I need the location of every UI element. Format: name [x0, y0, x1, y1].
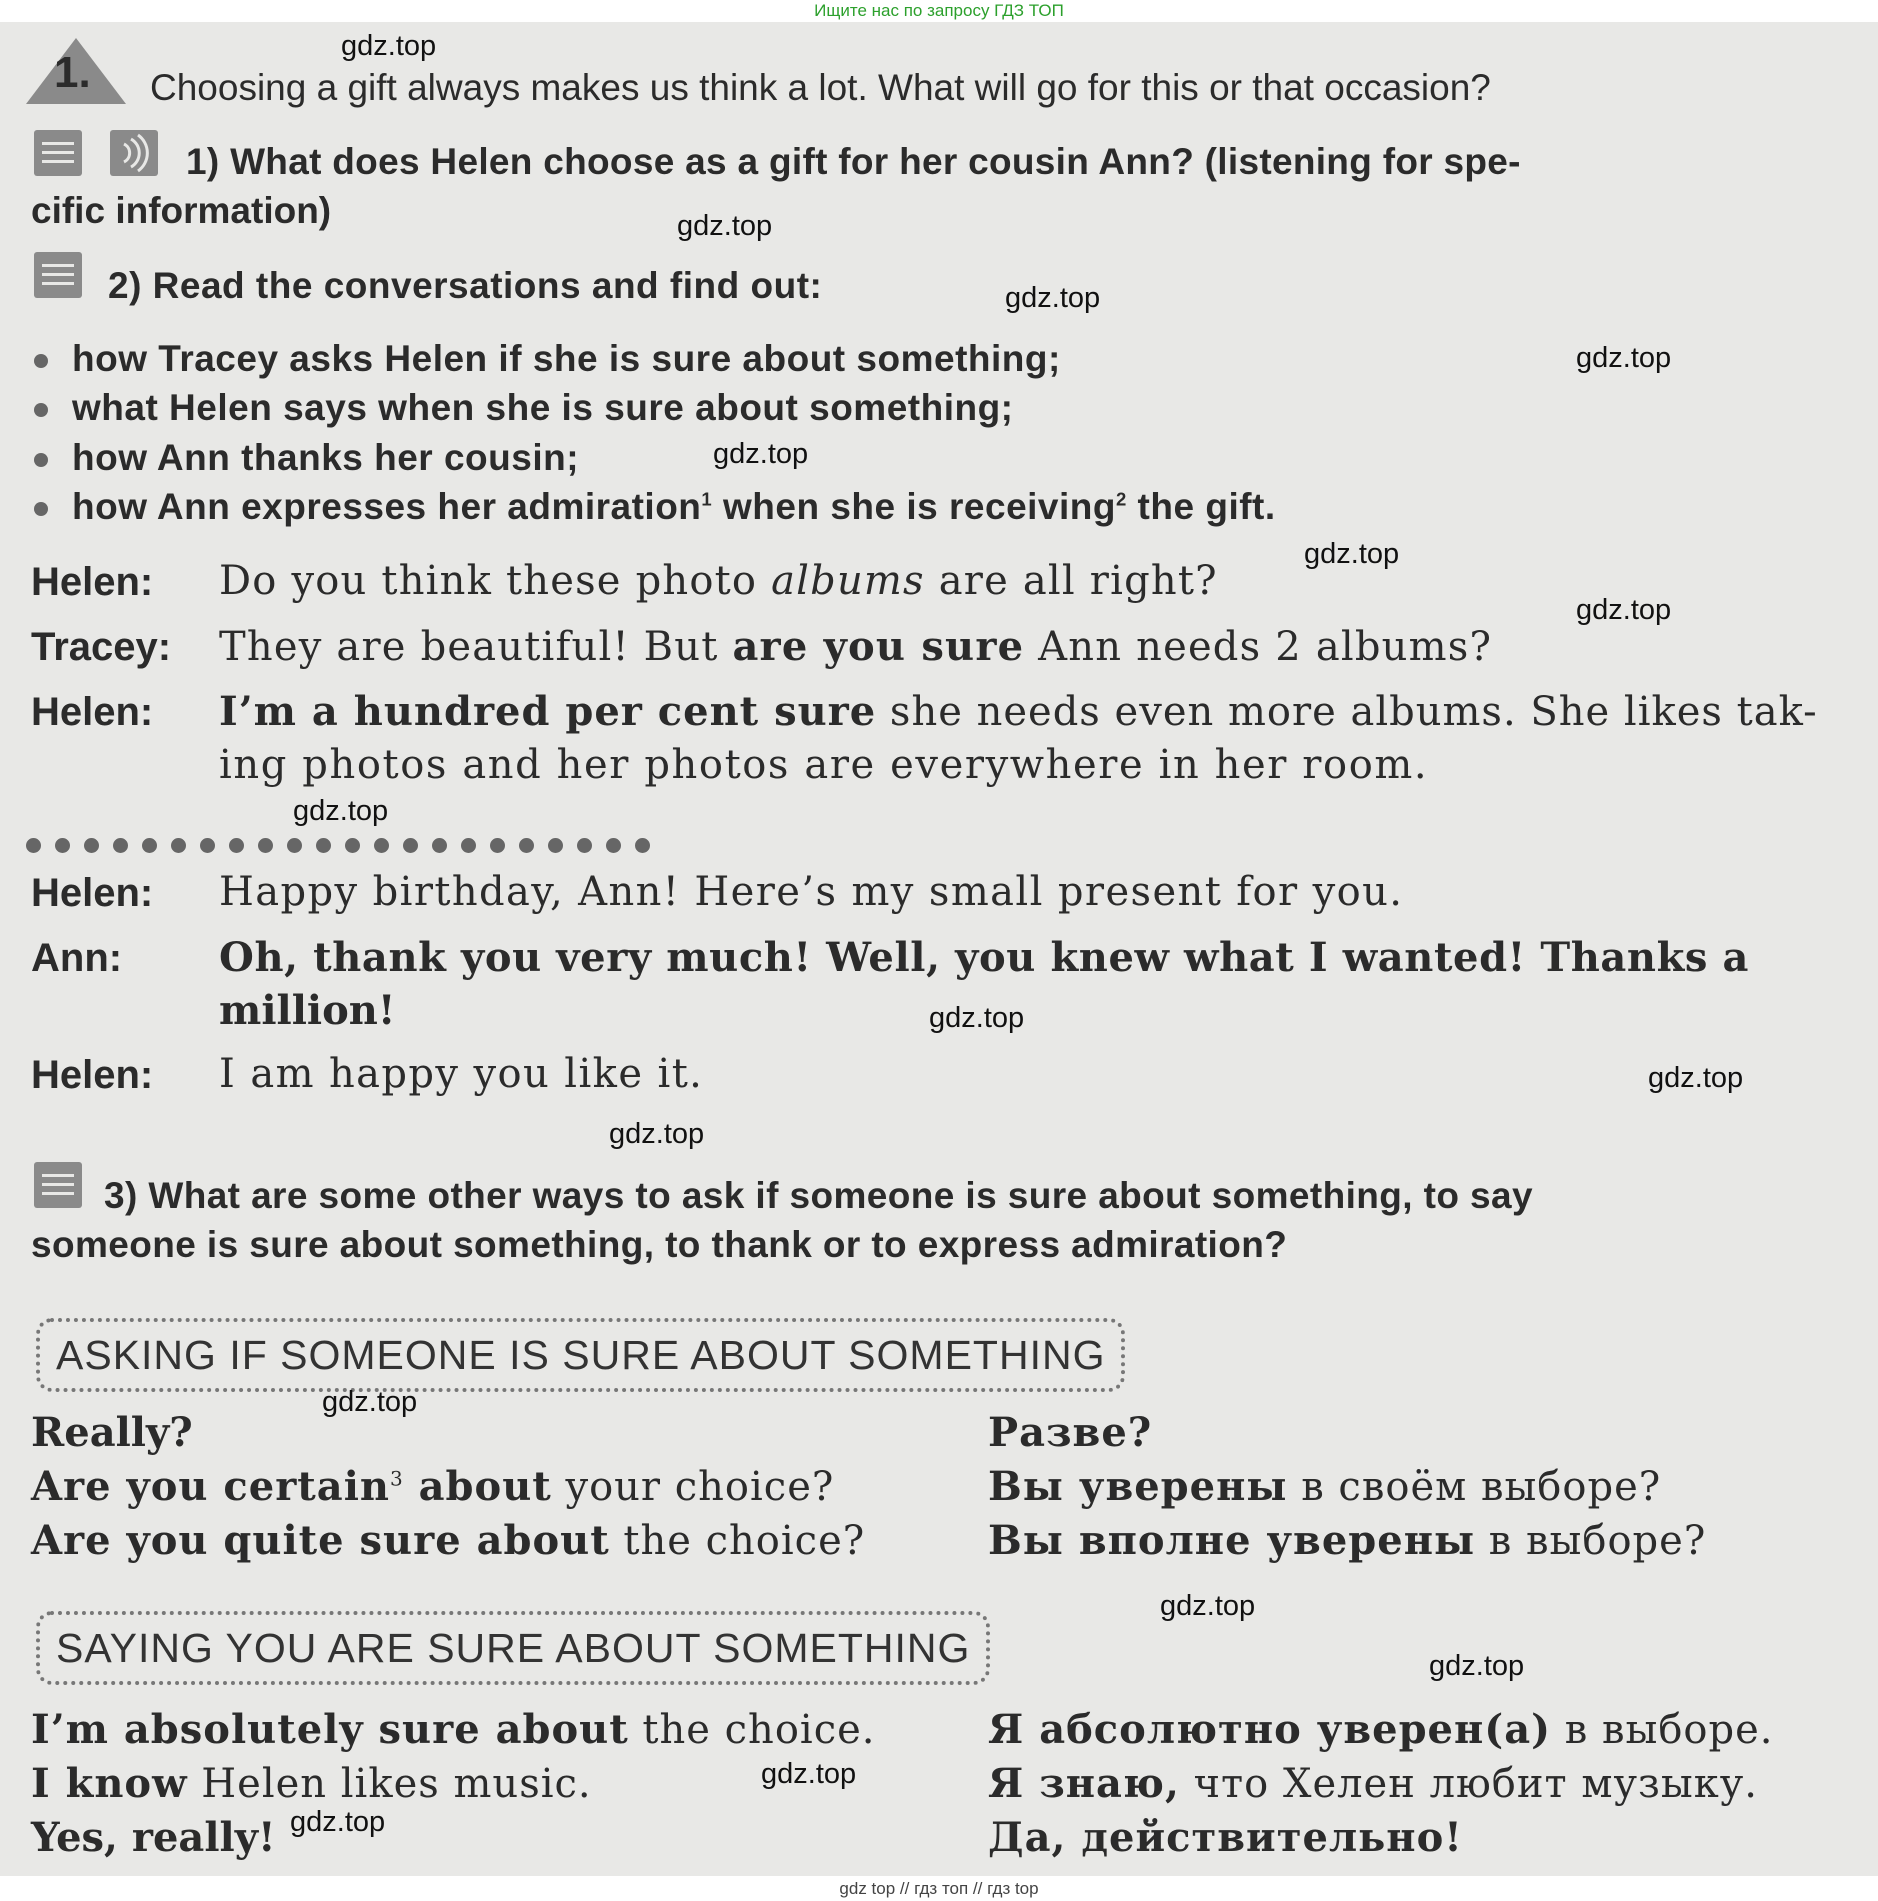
phrase-ru: Вы вполне уверены в выборе?	[988, 1517, 1707, 1564]
question-2: 2) Read the conversations and find out:	[108, 265, 823, 306]
phrase-en: I’m absolutely sure about the choice.	[31, 1706, 876, 1753]
phrase-en: Really?	[31, 1409, 193, 1456]
phrase-box-asking: ASKING IF SOMEONE IS SURE ABOUT SOMETHING	[36, 1318, 1125, 1392]
speaker-label: Ann:	[31, 936, 123, 980]
reading-task-icon	[34, 1162, 82, 1208]
list-item-text: the gift.	[1126, 486, 1276, 527]
watermark: gdz.top	[677, 210, 773, 242]
footnote-mark: 1	[701, 488, 713, 510]
watermark: gdz.top	[1429, 1650, 1525, 1682]
list-item: how Tracey asks Helen if she is sure about something;	[72, 338, 1061, 379]
phrase-ru: Да, действительно!	[988, 1814, 1463, 1861]
list-item: what Helen says when she is sure about something;	[72, 387, 1014, 428]
watermark: gdz.top	[1576, 594, 1672, 626]
watermark: gdz.top	[761, 1758, 857, 1790]
watermark: gdz.top	[1005, 282, 1101, 314]
exercise-intro: Choosing a gift always makes us think a lot. What will go for this or that occasion?	[150, 67, 1491, 108]
phrase-ru: Разве?	[988, 1409, 1153, 1456]
bullet-dot	[34, 403, 48, 417]
list-item	[72, 486, 1276, 528]
watermark: gdz.top	[713, 438, 809, 470]
footnote-mark: 2	[1115, 488, 1127, 510]
speaker-label: Tracey:	[31, 625, 172, 669]
dialog-separator	[26, 838, 664, 856]
phrase-en: Are you certain$^3$ about your choice?	[31, 1463, 835, 1510]
speaker-label: Helen:	[31, 560, 154, 604]
bullet-dot	[34, 354, 48, 368]
watermark: gdz.top	[341, 30, 437, 62]
dialog-line: Happy birthday, Ann! Here’s my small present for you.	[219, 869, 1404, 915]
phrase-en: I know Helen likes music.	[31, 1760, 592, 1807]
watermark: gdz.top	[929, 1002, 1025, 1034]
watermark: gdz.top	[1304, 538, 1400, 570]
phrase-ru: Я абсолютно уверен(а) в выборе.	[988, 1706, 1774, 1753]
list-item: how Ann thanks her cousin;	[72, 437, 580, 478]
phrase-ru: Я знаю, что Хелен любит музыку.	[988, 1760, 1758, 1807]
list-item-text: how Ann expresses her admiration	[72, 486, 702, 527]
bottom-banner[interactable]: gdz top // гдз топ // гдз top	[0, 1876, 1878, 1901]
speaker-label: Helen:	[31, 871, 154, 915]
question-3-line-2: someone is sure about something, to thank or to express admiration?	[31, 1224, 1288, 1265]
question-1-line-2: cific information)	[31, 190, 332, 231]
list-item-text: when she is receiving	[712, 486, 1116, 527]
speaker-label: Helen:	[31, 690, 154, 734]
dialog-line: Oh, thank you very much! Well, you knew what I wanted! Thanks a	[219, 934, 1750, 981]
phrase-box-saying-sure: SAYING YOU ARE SURE ABOUT SOMETHING	[36, 1611, 990, 1685]
question-3-line-1: 3) What are some other ways to ask if someone is sure about something, to say	[104, 1175, 1533, 1216]
phrase-ru: Вы уверены в своём выборе?	[988, 1463, 1662, 1510]
watermark: gdz.top	[1576, 342, 1672, 374]
phrase-en: Yes, really!	[31, 1814, 276, 1861]
top-banner[interactable]: Ищите нас по запросу ГДЗ ТОП	[0, 0, 1878, 22]
dialog-line: million!	[219, 987, 396, 1034]
dialog-line: I’m a hundred per cent sure she needs even more albums. She likes tak-	[219, 688, 1818, 735]
speaker-label: Helen:	[31, 1053, 154, 1097]
bullet-dot	[34, 502, 48, 516]
watermark: gdz.top	[1648, 1062, 1744, 1094]
reading-task-icon	[34, 252, 82, 298]
watermark: gdz.top	[1160, 1590, 1256, 1622]
dialog-line: I am happy you like it.	[219, 1051, 704, 1097]
watermark: gdz.top	[293, 795, 389, 827]
watermark: gdz.top	[290, 1806, 386, 1838]
dialog-line: They are beautiful! But are you sure Ann needs 2 albums?	[219, 623, 1493, 670]
exercise-number: 1.	[54, 48, 91, 97]
watermark: gdz.top	[322, 1386, 418, 1418]
phrase-en: Are you quite sure about the choice?	[31, 1517, 866, 1564]
reading-task-icon	[34, 130, 82, 176]
question-1-line-1: 1) What does Helen choose as a gift for her cousin Ann? (listening for spe-	[186, 141, 1521, 182]
dialog-line: ing photos and her photos are everywhere in her room.	[219, 742, 1429, 788]
watermark: gdz.top	[609, 1118, 705, 1150]
bullet-dot	[34, 453, 48, 467]
listening-audio-icon[interactable]	[110, 130, 158, 176]
footnote-mark: 3	[389, 1466, 404, 1491]
dialog-line: Do you think these photo albums are all right?	[219, 558, 1218, 604]
